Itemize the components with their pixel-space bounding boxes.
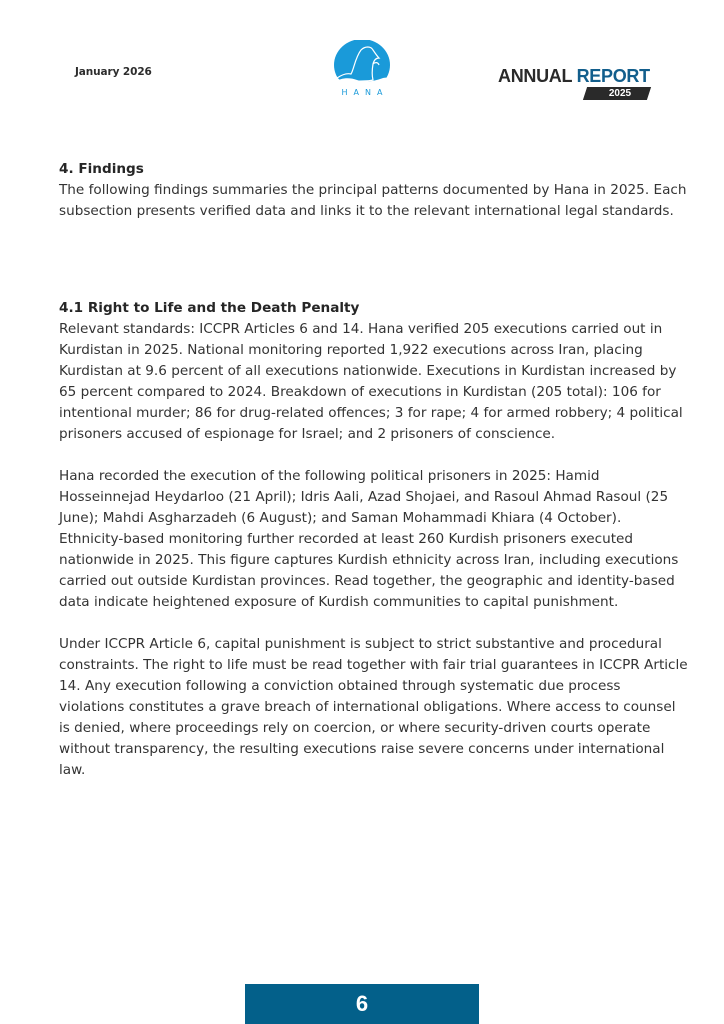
section-findings bbox=[59, 159, 689, 222]
page-number: 6 bbox=[245, 984, 479, 1024]
page-content bbox=[59, 159, 689, 778]
section-right-to-life bbox=[59, 298, 689, 781]
paragraph: Hana recorded the execution of the following political prisoners in 2025: Hamid Hosseinnejad Heydarloo (21 April); Idris Aali, Azad Shojaei, and Rasoul Ahmad Rasoul (25 June); Mahdi Asgharzadeh (6 August); and Saman Mohammadi Khiara (4 October). Ethnicity-based monitoring further recorded at least 260 Kurdish prisoners executed nationwide in 2025. This figure captures Kurdish ethnicity across Iran, including executions carried out outside Kurdistan provinces. Read together, the geographic and identity-based data indicate heightened exposure of Kurdish communities to capital punishment. bbox=[59, 468, 679, 610]
subsection-heading: 4.1 Right to Life and the Death Penalty bbox=[59, 300, 360, 316]
dove-icon bbox=[331, 40, 393, 90]
section-intro: The following findings summaries the principal patterns documented by Hana in 2025. Each subsection presents verified data and links it to the relevant international legal standards. bbox=[59, 182, 687, 219]
report-year-badge bbox=[583, 87, 651, 100]
paragraph: Under ICCPR Article 6, capital punishment is subject to strict substantive and procedural constraints. The right to life must be read together with fair trial guarantees in ICCPR Article 14. Any execution following a conviction obtained through systematic due process violations constitutes a grave breach of international obligations. Where access to counsel is denied, where proceedings rely on coercion, or where security-driven courts operate without transparency, the resulting executions raise severe concerns under international law. bbox=[59, 636, 688, 778]
report-date: January 2026 bbox=[75, 66, 152, 78]
section-heading: 4. Findings bbox=[59, 161, 144, 177]
report-title-annual: ANNUAL bbox=[498, 66, 572, 86]
report-title bbox=[498, 66, 650, 87]
paragraph: Relevant standards: ICCPR Articles 6 and 14. Hana verified 205 executions carried out in Kurdistan in 2025. National monitoring reported 1,922 executions across Iran, placing Kurdistan at 9.6 percent of all executions nationwide. Executions in Kurdistan increased by 65 percent compared to 2024. Breakdown of executions in Kurdistan (205 total): 106 for intentional murder; 86 for drug-related offences; 3 for rape; 4 for armed robbery; 4 political prisoners accused of espionage for Israel; and 2 prisoners of conscience. bbox=[59, 321, 683, 442]
report-title-report: REPORT bbox=[576, 66, 650, 86]
logo-text: HANA bbox=[341, 88, 389, 97]
report-year: 2025 bbox=[608, 88, 632, 99]
